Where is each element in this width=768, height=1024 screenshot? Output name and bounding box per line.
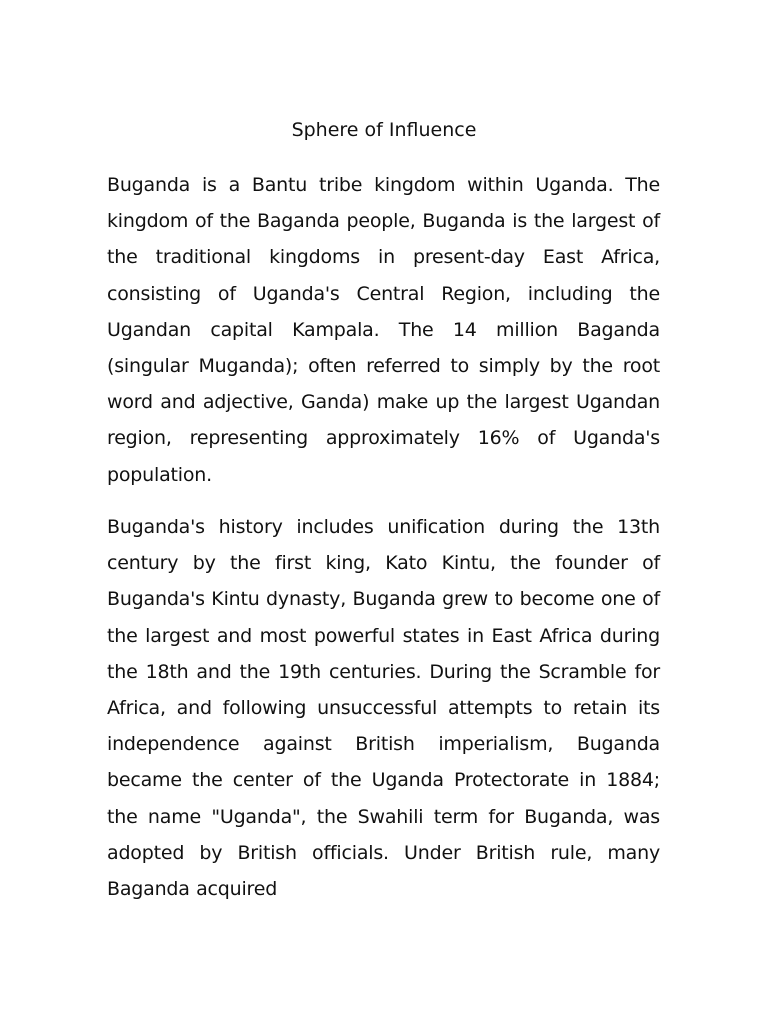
paragraph-2: Buganda's history includes unification during the 13th century by the first king, Kato Kintu, the founder of Buganda's Kintu dynasty, Buganda grew to become one of the largest and most powerful states in East Africa during the 18th and the 19th centuries. During the Scramble for Africa, and following unsuccessful attempts to retain its independence against British imperialism, Buganda became the center of the Uganda Protectorate in 1884; the name "Uganda", the Swahili term for Buganda, was adopted by British officials. Under British rule, many Baganda acquired <box>107 516 660 901</box>
paragraph-1: Buganda is a Bantu tribe kingdom within Uganda. The kingdom of the Baganda people, Buganda is the largest of the traditional kingdoms in present-day East Africa, consisting of Uganda's Central Region, including the Ugandan capital Kampala. The 14 million Baganda (singular Muganda); often referred to simply by the root word and adjective, Ganda) make up the largest Ugandan region, representing approximately 16% of Uganda's population. <box>107 174 660 486</box>
document-title: Sphere of Influence <box>291 119 477 141</box>
